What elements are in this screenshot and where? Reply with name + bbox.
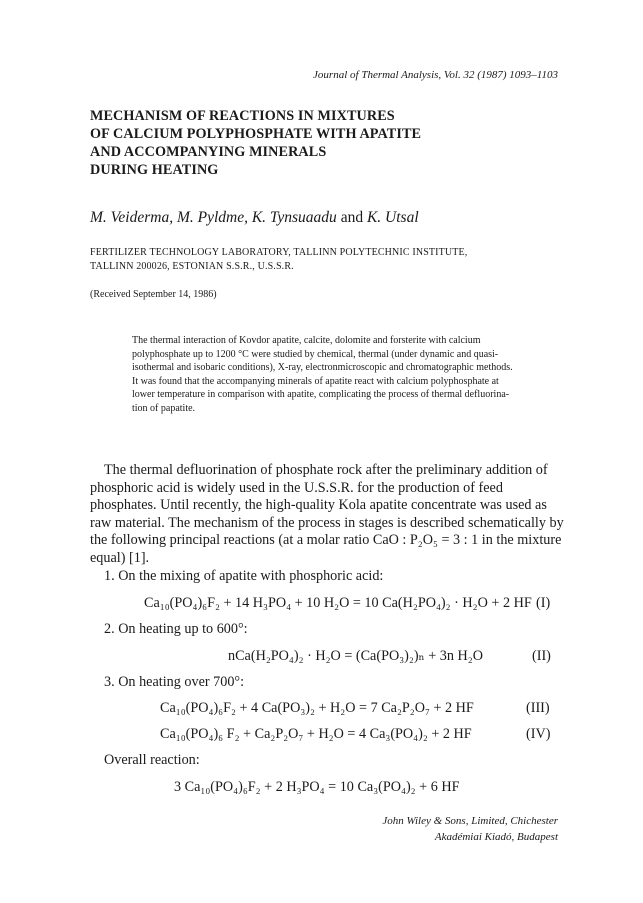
affiliation [90,246,467,274]
body-line: equal) [1]. [90,549,150,566]
body-line: phosphates. Until recently, the high-quality Kola apatite concentrate was used as [90,497,547,514]
body-line: phosphoric acid is widely used in the U.S.S.R. for the production of feed [90,479,503,496]
step-2-heading: 2. On heating up to 600°: [104,621,248,637]
authors-part2: K. Utsal [366,209,419,226]
body-line: raw material. The mechanism of the process in stages is described schematically by [90,514,564,531]
step-3-heading: 3. On heating over 700°: [104,674,245,690]
abstract-line: isothermal and isobaric conditions), X-ray, electronmicroscopic and chromatographic methods. [132,362,513,374]
paper-title [90,107,421,179]
equation-2-number: (II) [532,648,551,664]
title-line: DURING HEATING [90,162,219,178]
abstract [132,334,530,416]
title-line: AND ACCOMPANYING MINERALS [90,144,327,160]
equation-5: 3 Ca₁₀(PO₄)₆F₂ + 2 H₃PO₄ = 10 Ca₃(PO₄)₂ + 6 HF [174,779,460,795]
equation-1-number: (I) [536,595,551,611]
received-date: (Received September 14, 1986) [90,289,217,300]
abstract-line: tion of papatite. [132,402,196,414]
author-list [90,209,419,227]
equation-2: nCa(H₂PO₄)₂ · H₂O = (Ca(PO₃)₂)ₙ + 3n H₂O [228,648,483,664]
overall-reaction-heading: Overall reaction: [104,752,200,768]
affiliation-line: TALLINN 200026, ESTONIAN S.S.R., U.S.S.R. [90,261,294,272]
publisher-footer [300,813,558,845]
publisher-line: Akadémiai Kiadó, Budapest [434,831,558,843]
title-line: MECHANISM OF REACTIONS IN MIXTURES [90,108,395,124]
publisher-line: John Wiley & Sons, Limited, Chichester [382,815,558,827]
equation-3-number: (III) [526,700,550,716]
authors-part1: M. Veiderma, M. Pyldme, K. Tynsuaadu [90,209,337,226]
body-line: the following principal reactions (at a molar ratio CaO : P₂O₅ = 3 : 1 in the mixture [90,532,562,549]
authors-and: and [336,209,367,226]
equation-3: Ca₁₀(PO₄)₆F₂ + 4 Ca(PO₃)₂ + H₂O = 7 Ca₂P₂O₇ + 2 HF [160,700,474,716]
running-header: Journal of Thermal Analysis, Vol. 32 (1987) 1093–1103 [313,69,558,81]
equation-4: Ca₁₀(PO₄)₆ F₂ + Ca₂P₂O₇ + H₂O = 4 Ca₃(PO₄)₂ + 2 HF [160,726,472,742]
abstract-line: lower temperature in comparison with apatite, complicating the process of thermal defluorina- [132,389,510,401]
body-text [90,462,564,568]
step-1-heading: 1. On the mixing of apatite with phosphoric acid: [104,568,384,584]
body-line: The thermal defluorination of phosphate rock after the preliminary addition of [104,462,548,478]
equation-1: Ca₁₀(PO₄)₆F₂ + 14 H₃PO₄ + 10 H₂O = 10 Ca(H₂PO₄)₂ · H₂O + 2 HF [144,595,532,611]
title-line: OF CALCIUM POLYPHOSPHATE WITH APATITE [90,126,422,142]
abstract-line: polyphosphate up to 1200 °C were studied by chemical, thermal (under dynamic and quasi- [132,348,499,360]
abstract-line: It was found that the accompanying minerals of apatite react with calcium polyphosphate at [132,375,499,387]
abstract-line: The thermal interaction of Kovdor apatite, calcite, dolomite and forsterite with calcium [132,335,481,346]
equation-4-number: (IV) [526,726,551,742]
affiliation-line: FERTILIZER TECHNOLOGY LABORATORY, TALLINN POLYTECHNIC INSTITUTE, [90,247,468,258]
